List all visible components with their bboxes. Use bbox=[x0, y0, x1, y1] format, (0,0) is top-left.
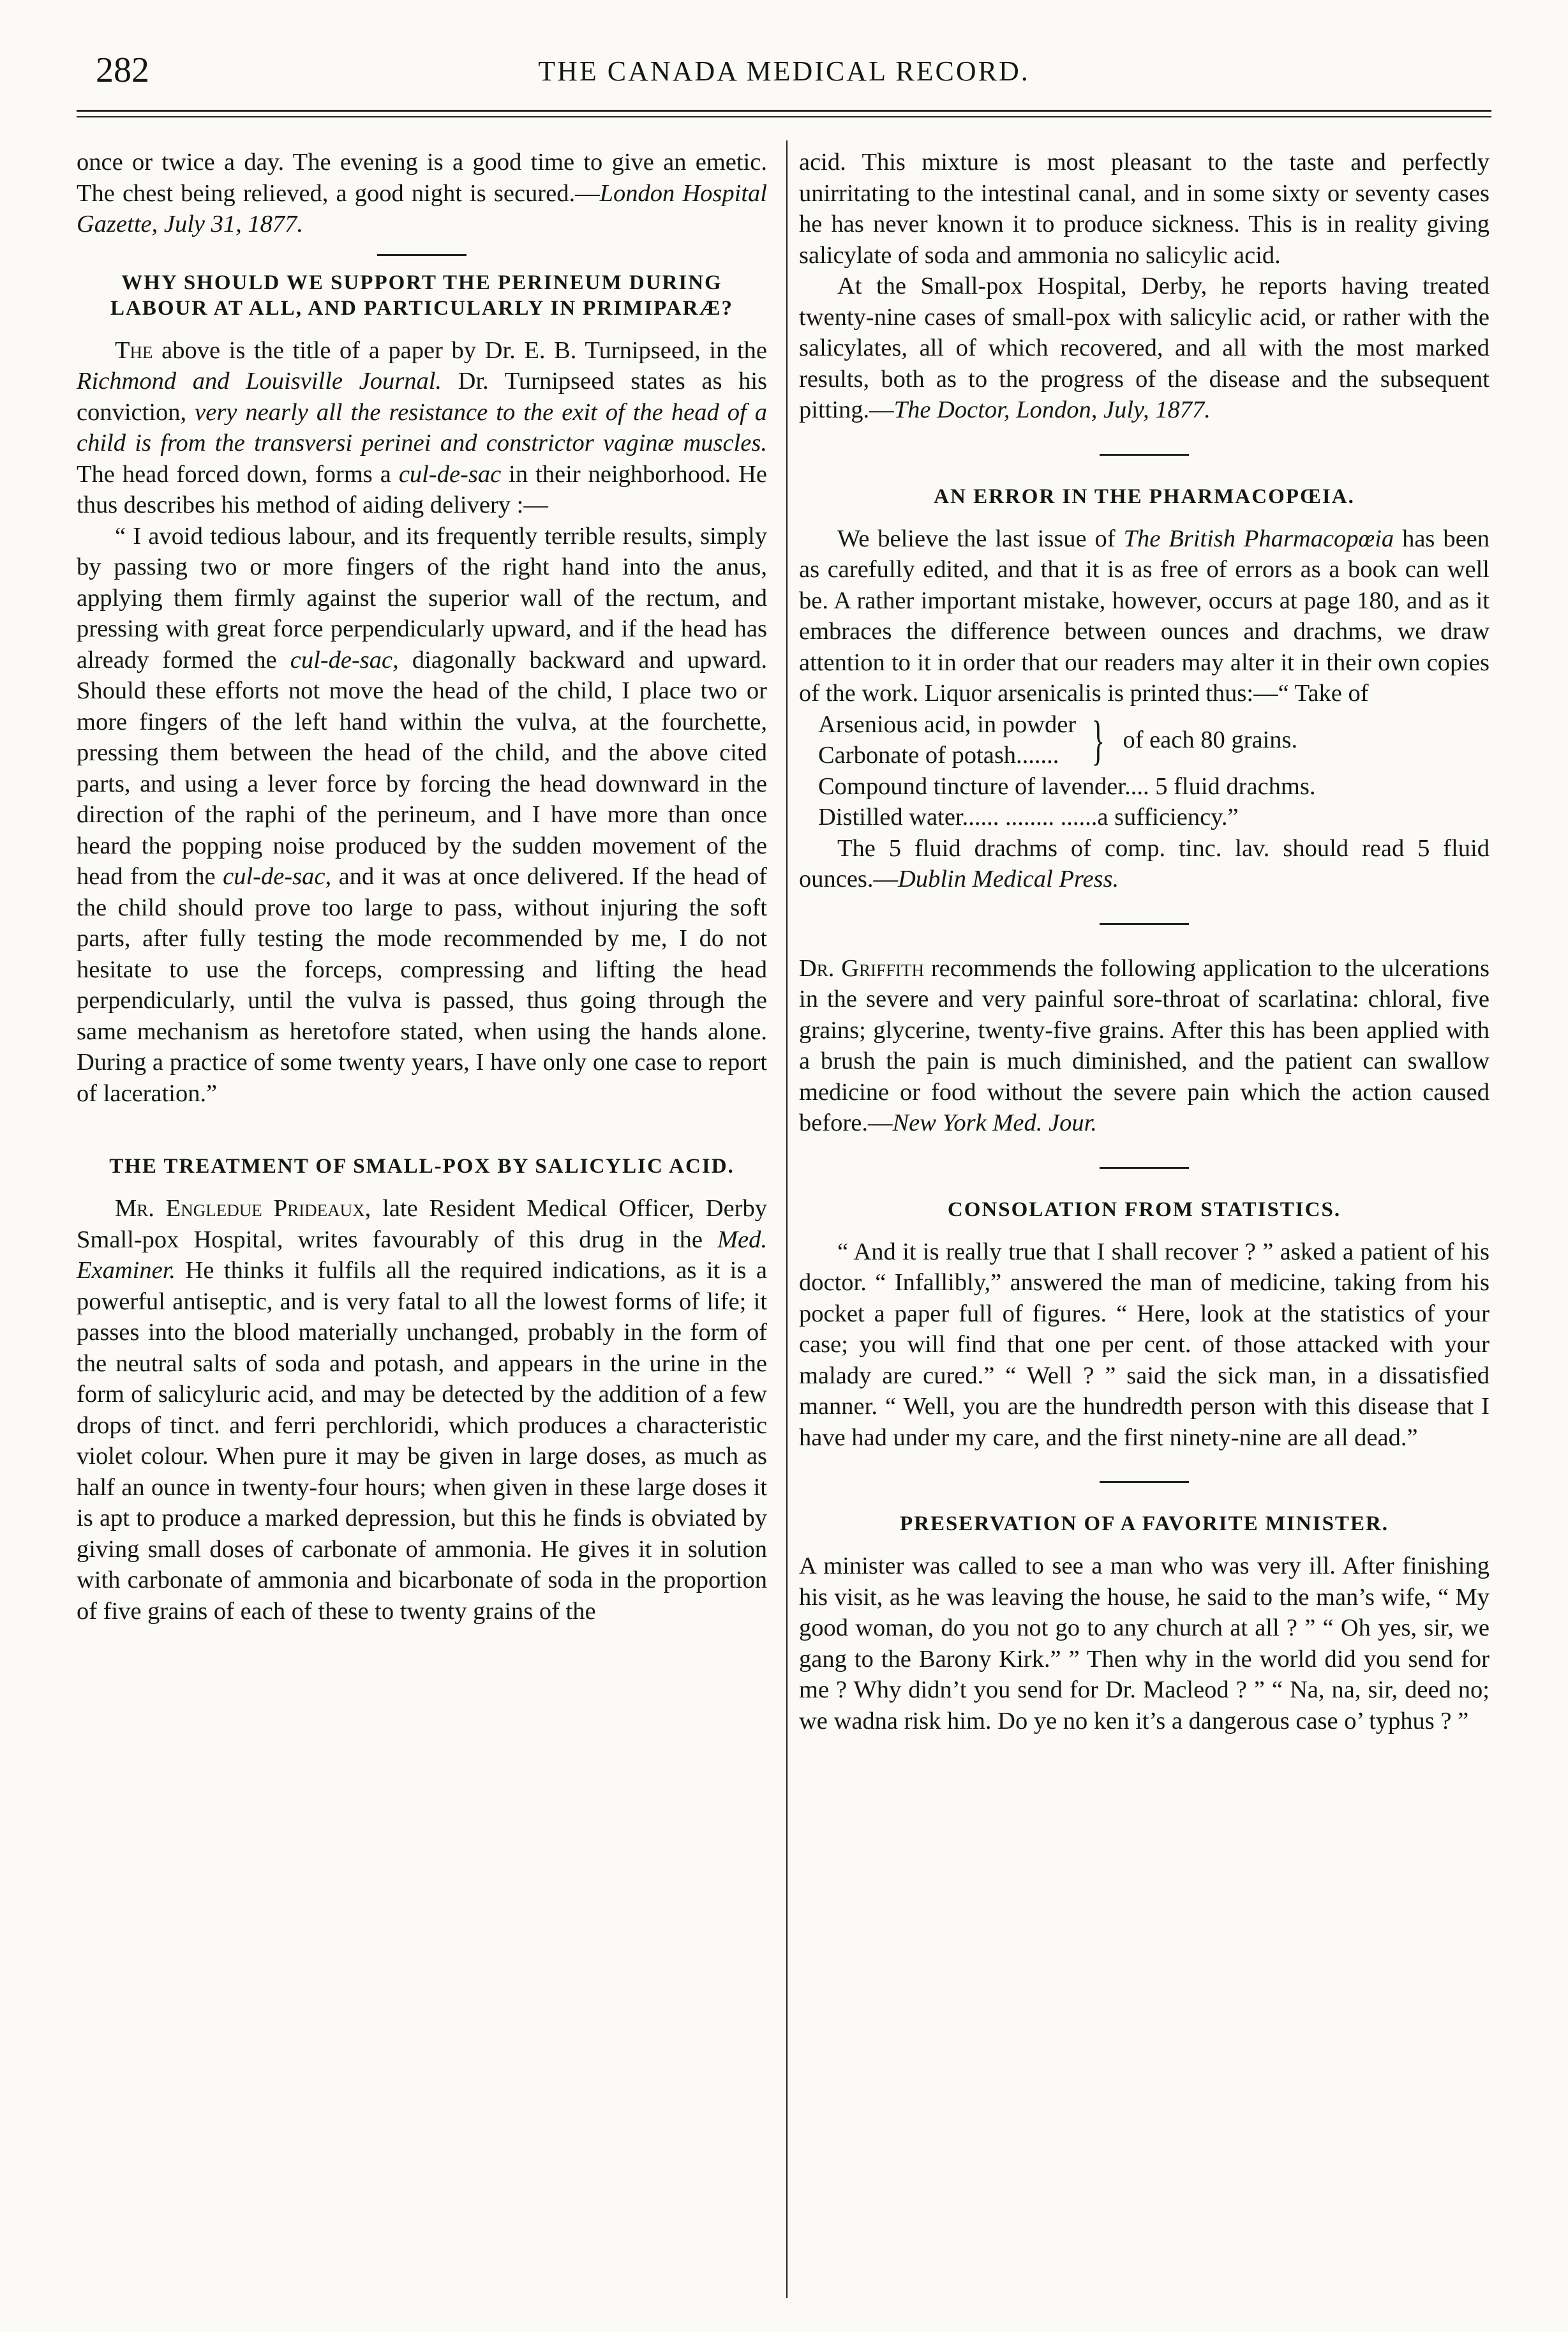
journal-title: THE CANADA MEDICAL RECORD. bbox=[538, 56, 1030, 87]
smallpox-title: THE TREATMENT OF SMALL-POX BY SALICYLIC ACID. bbox=[109, 1155, 735, 1178]
perineum-paragraph-2: “ I avoid tedious labour, and its frequently terrible results, simply by passing two or more fingers of the right hand into the anus, applying them firmly against the superior wall of the rectum, and pressing with great force perpendicularly upward, and if the head has already formed the cul-de-sac, diagonally backward and upward. Should these efforts not move the head of the child, I place two or more fingers of the left hand within the vulva, at the fourchette, pressing them between the head of the child, and the above cited parts, and using a lever force by forcing the head downward in the direction of the raphi of the perineum, and I have more than once heard the popping noise produced by the sudden movement of the head from the cul-de-sac, and it was at once delivered. If the head of the child should prove too large to pass, without injuring the soft parts, after fully testing the mode recommended by me, I do not hesitate to use the forceps, compressing and lifting the head perpendicularly, until the vulva is passed, thus going through the same mechanism as heretofore stated, when using the hands alone. During a practice of some twenty years, I have only one case to report of laceration.” bbox=[77, 522, 767, 1107]
griffith-paragraph: Dr. Griffith recommends the following application to the ulcerations in the severe and very painful sore-throat of scarlatina: chloral, five grains; glycerine, twenty-five grains. After this has been applied with a brush the pain is much diminished, and the patient can swallow medicine or food without the severe pain which the action caused before.—New York Med. Jour. bbox=[799, 954, 1490, 1136]
header-rule-double bbox=[77, 116, 1491, 117]
consolation-title: CONSOLATION FROM STATISTICS. bbox=[947, 1198, 1341, 1221]
formula-brace-note: of each 80 grains. bbox=[1123, 726, 1298, 753]
formula-line-arsenious: Arsenious acid, in powder bbox=[818, 711, 1077, 738]
minister-paragraph: A minister was called to see a man who was very ill. After finishing his visit, as he was leaving the house, he said to the man’s wife, “ My good woman, do you not go to any church at all ? ” “ Oh yes, sir, we gang to the Barony Kirk.” ” Then why in the world did you send for me ? Why didn’t you send for Dr. Macleod ? ” “ Na, na, sir, deed no; we wadna risk him. Do ye no ken it’s a dangerous case o’ typhus ? ” bbox=[799, 1553, 1490, 1734]
smallpox-derby-paragraph: At the Small-pox Hospital, Derby, he reports having treated twenty-nine cases of small-pox with salicylic acid, or rather with the salicylates, all of which recovered, and all with the most marked results, both as to the progress of the disease and the subsequent pitting.—The Doctor, London, July, 1877. bbox=[799, 273, 1490, 423]
minister-title: PRESERVATION OF A FAVORITE MINISTER. bbox=[899, 1512, 1389, 1535]
perineum-paragraph-1: The above is the title of a paper by Dr. E. B. Turnipseed, in the Richmond and Louisville Journal. Dr. Turnipseed states as his conviction, very nearly all the resistance to the exit of the head of a child is from the transversi perinei and constrictor vaginæ muscles. The head forced down, forms a cul-de-sac in their neighborhood. He thus describes his method of aiding delivery :— bbox=[77, 336, 767, 518]
brace-glyph: } bbox=[1091, 709, 1105, 771]
pharmacopoeia-paragraph: We believe the last issue of The British Pharmacopœia has been as carefully edited, and that it is as free of errors as a book can well be. A rather important mistake, however, occurs at page 180, and as it embraces the difference between ounces and drachms, we draw attention to it in order that our readers may alter it in their own copies of the work. Liquor arsenicalis is printed thus:—“ Take of bbox=[799, 525, 1490, 707]
pharmacopoeia-correction: The 5 fluid drachms of comp. tinc. lav. should read 5 fluid ounces.—Dublin Medical Press. bbox=[799, 834, 1490, 892]
pharmacopoeia-title: AN ERROR IN THE PHARMACOPŒIA. bbox=[934, 485, 1355, 508]
header-rule bbox=[77, 110, 1491, 112]
page-number: 282 bbox=[96, 50, 149, 90]
right-column bbox=[799, 147, 1490, 1736]
running-head bbox=[77, 50, 1491, 101]
formula-line-lavender: Compound tincture of lavender.... 5 fluid drachms. bbox=[818, 772, 1316, 800]
intro-source: London Hospital Gazette, July 31, 1877. bbox=[77, 179, 767, 237]
formula-block bbox=[818, 709, 1490, 833]
perineum-title: WHY SHOULD WE SUPPORT THE PERINEUM DURING LABOUR AT ALL, AND PARTICULARLY IN PRIMIPARÆ? bbox=[110, 271, 733, 320]
intro-paragraph: once or twice a day. The evening is a good time to give an emetic. The chest being relieved, a good night is secured.—London Hospital Gazette, July 31, 1877. bbox=[77, 149, 767, 237]
formula-line-water: Distilled water...... ........ ......a sufficiency.” bbox=[818, 804, 1239, 831]
column-divider bbox=[786, 140, 788, 2298]
formula-group bbox=[818, 709, 1490, 771]
smallpox-paragraph: Mr. Engledue Prideaux, late Resident Medical Officer, Derby Small-pox Hospital, writes favourably of this drug in the Med. Examiner. He thinks it fulfils all the required indications, as it is a powerful antiseptic, and is very fatal to all the lowest forms of life; it passes into the blood materially unchanged, probably in the form of the neutral salts of soda and potash, and appears in the urine in the form of salicyluric acid, and may be detected by the addition of a few drops of tinct. and ferri perchloridi, which produces a characteristic violet colour. When pure it may be given in large doses, as much as half an ounce in twenty-four hours; when given in these large doses it is apt to produce a marked depression, but this he finds is obviated by giving small doses of carbonate of ammonia. He gives it in solution with carbonate of ammonia and bicarbonate of soda in the proportion of five grains of each of these to twenty grains of the bbox=[77, 1195, 767, 1625]
smallpox-continued: acid. This mixture is most pleasant to the taste and perfectly unirritating to the intestinal canal, and in some sixty or seventy cases he has never known it to produce sickness. This is in reality giving salicylate of soda and ammonia no salicylic acid. bbox=[799, 149, 1490, 269]
left-column bbox=[77, 147, 767, 1627]
consolation-paragraph: “ And it is really true that I shall recover ? ” asked a patient of his doctor. “ Infallibly,” answered the man of medicine, taking from his pocket a paper full of figures. “ Here, look at the statistics of your case; you will find that one per cent. of those attacked with your malady are cured.” “ Well ? ” said the sick man, in a dissatisfied manner. “ Well, you are the hundredth person with this disease that I have had under my care, and the first ninety-nine are all dead.” bbox=[799, 1238, 1490, 1451]
doctor-source: The Doctor, London, July, 1877. bbox=[893, 396, 1211, 423]
formula-line-potash: Carbonate of potash....... bbox=[818, 742, 1059, 769]
